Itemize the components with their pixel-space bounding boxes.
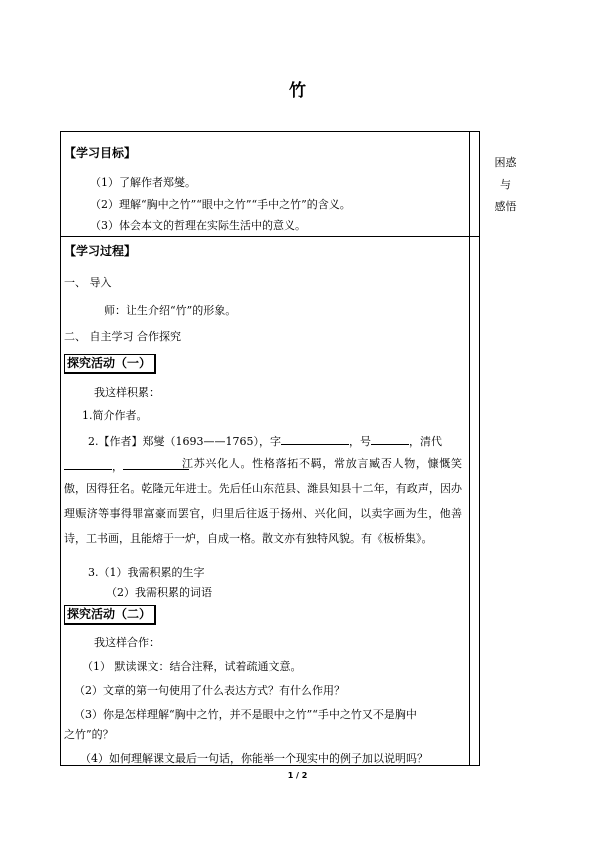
activity1-item2-line1	[88, 432, 442, 449]
author-bio: 江苏兴化人。性格落拓不羁，常放言臧否人物，慷慨笑傲，因得狂名。乾隆元年进士。先后任山东范县、潍县知县十二年，有政声，因办理赈济等事得罪富豪而罢官，归里后往返于扬州、兴化间，以卖字画为生，他善诗，工书画，且能熔于一炉，自成一格。散文亦有独特风貌。有《板桥集》。	[64, 457, 462, 545]
author-lead: 2.【作者】郑燮（1693——1765），字	[88, 435, 281, 448]
activity1-item2-blanks: ，	[64, 457, 189, 474]
goal-item-3: （3）体会本文的哲理在实际生活中的意义。	[90, 219, 306, 232]
goals-heading: 【学习目标】	[64, 146, 137, 160]
side-label-2: 与	[500, 178, 511, 191]
activity2-q2: （2）文章的第一句使用了什么表达方式？有什么作用？	[74, 684, 345, 697]
part2-title: 二、 自主学习 合作探究	[64, 330, 181, 343]
activity1-item1: 1.简介作者。	[82, 409, 148, 422]
goal-item-1: （1）了解作者郑燮。	[90, 176, 196, 189]
activity2-q3a: （3）你是怎样理解“胸中之竹，并不是眼中之竹”“手中之竹又不是胸中	[74, 708, 417, 721]
activity2-intro: 我这样合作：	[94, 636, 160, 649]
page-number: 1 / 2	[287, 771, 308, 780]
activity2-q4: （4）如何理解课文最后一句话，你能举一个现实中的例子加以说明吗？	[80, 752, 428, 765]
goal-item-2: （2）理解“胸中之竹”“眼中之竹”“手中之竹”的含义。	[90, 198, 351, 211]
courtesy-name-blank[interactable]	[281, 432, 349, 445]
activity2-label: 探究活动（二）	[64, 605, 156, 625]
process-heading: 【学习过程】	[64, 244, 137, 258]
pen-name-blank[interactable]	[371, 432, 409, 445]
activity1-intro: 我这样积累：	[94, 386, 160, 399]
activity1-item3a: 3.（1）我需积累的生字	[88, 566, 205, 579]
page-title: 竹	[289, 81, 306, 101]
activity2-q3b: 之竹”的？	[64, 728, 114, 741]
row-divider	[60, 236, 479, 237]
part1-title: 一、 导入	[64, 276, 112, 289]
reflection-column-header	[470, 152, 541, 218]
column-divider	[469, 131, 470, 765]
side-label-1: 困惑	[494, 156, 517, 169]
activity1-item3b: （2）我需积累的词语	[106, 586, 212, 599]
qing-label: ，清代	[408, 435, 442, 448]
activity2-q1: （1） 默读课文：结合注释，试着疏通文意。	[82, 660, 302, 673]
hao-label: ，号	[348, 435, 371, 448]
side-label-3: 感悟	[494, 200, 517, 213]
part1-text: 师：让生介绍“竹”的形象。	[104, 304, 237, 317]
activity1-label: 探究活动（一）	[64, 354, 156, 374]
